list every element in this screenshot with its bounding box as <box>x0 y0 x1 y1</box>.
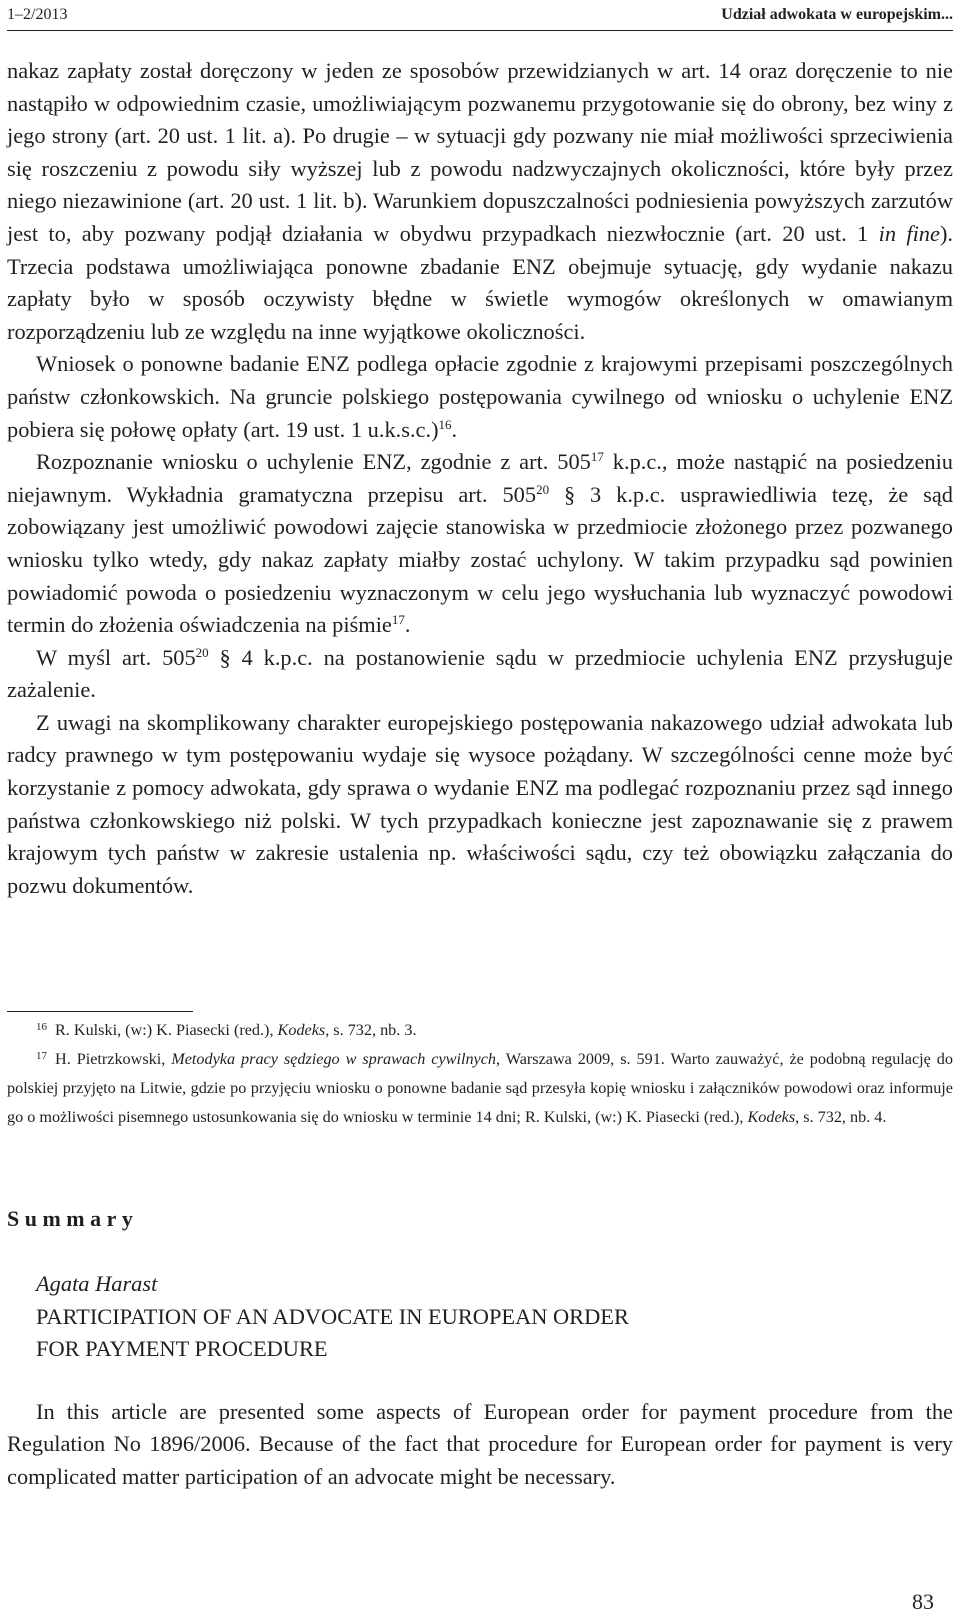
summary-section <box>7 1268 953 1494</box>
running-header <box>7 2 953 31</box>
paragraph-2 <box>7 348 953 446</box>
paragraph-4-text-a: W myśl art. 505 <box>36 644 196 670</box>
paragraph-5: Z uwagi na skomplikowany charakter europejskiego postępowania nakazowego udział adwokata lub radcy prawnego w tym postępowaniu wydaje się wysoce pożądany. W szczególności cenne może być korzystanie z pomocy adwokata, gdy sprawa o wydanie ENZ ma podlegać rozpoznaniu przez sąd innego państwa członkowskiego niż polski. W tych przypadkach konieczne jest zapoznawanie się z prawem krajowym tych państw w zakresie ustalenia np. właściwości sądu, czy też obowiązku załączania do pozwu dokumentów. <box>7 709 953 898</box>
paragraph-4-text-b: § 4 k.p.c. na postanowienie sądu w przedmiocie uchylenia ENZ przysługuje zażalenie. <box>7 644 953 703</box>
paragraph-2-text: Wniosek o ponowne badanie ENZ podlega opłacie zgodnie z krajowymi przepisami poszczególnych państw członkowskich. Na gruncie polskiego postępowania cywilnego od wniosku o uchylenie ENZ pobiera się połowę opłaty (art. 19 ust. 1 u.k.s.c.) <box>7 351 953 442</box>
paragraph-3 <box>7 446 953 642</box>
footnote-17-text-a: H. Pietrzkowski, <box>55 1050 172 1068</box>
paragraph-2-end: . <box>451 416 458 442</box>
paragraph-3-text-c: § 3 k.p.c. usprawiedliwia tezę, że sąd zobowiązany jest umożliwić powodowi zajęcie stanowiska w przedmiocie złożonego przez pozwanego wniosku tylko wtedy, gdy nakaz zapłaty miałby zostać uchylony. W takim przypadku sąd powinien powiadomić powoda o posiedzeniu wyznaczonym w celu jego wysłuchania lub wyznaczyć powodowi termin do złożenia oświadczenia na piśmie <box>7 481 953 638</box>
footnote-ref-17: 17 <box>391 612 405 628</box>
footnote-17-text-b: , Warszawa 2009, s. 591. Warto zauważyć, że podobną regulację do polskiej przyjęto na Litwie, gdzie po przyjęciu wniosku o ponowne badanie sąd przesyła kopię wniosku i załączników powodowi oraz informuje go o możliwości pisemnego ustosunkowania się do wniosku w terminie 14 dni; R. Kulski, (w:) K. Piasecki (red.), <box>7 1050 953 1126</box>
paragraph-3-end: . <box>404 612 411 638</box>
summary-title-line-2: FOR PAYMENT PROCEDURE <box>36 1336 328 1362</box>
footnote-16-number: 16 <box>36 1021 47 1033</box>
running-title: Udział adwokata w europejskim... <box>721 6 953 23</box>
footnote-16-text-b: , s. 732, nb. 3. <box>325 1021 417 1039</box>
footnotes <box>7 1016 953 1132</box>
footnote-ref-16: 16 <box>438 416 452 432</box>
paragraph-1-text-a: nakaz zapłaty został doręczony w jeden ze sposobów przewidzianych w art. 14 oraz doręczenie to nie nastąpiło w odpowiednim czasie, umożliwiającym pozwanemu przygotowanie się do obrony, bez winy z jego strony (art. 20 ust. 1 lit. a). Po drugie – w sytuacji gdy pozwany nie miał możliwości sprzeciwienia się roszczeniu z powodu siły wyższej lub z powodu nadzwyczajnych okoliczności, które były przez niego niezawinione (art. 20 ust. 1 lit. b). Warunkiem dopuszczalności podniesienia powyższych zarzutów jest to, aby pozwany podjął działania w obydwu przypadkach niezwłocznie (art. 20 ust. 1 <box>7 58 953 246</box>
footnote-separator <box>7 1011 193 1012</box>
article-superscript-17: 17 <box>590 449 604 465</box>
paragraph-3-text-b: k.p.c., może nastąpić na posiedzeniu niejawnym. Wykładnia gramatyczna przepisu art. 505 <box>7 449 953 507</box>
article-body <box>7 55 953 902</box>
paragraph-1-text-b: ). Trzecia podstawa umożliwiająca ponowne zbadanie ENZ obejmuje sytuację, gdy wydanie nakazu zapłaty było w sposób oczywisty błędne w świetle wymogów określonych w omawianym rozporządzeniu lub ze względu na inne wyjątkowe okoliczności. <box>7 220 953 344</box>
footnote-16-text-a: R. Kulski, (w:) K. Piasecki (red.), <box>55 1021 278 1039</box>
summary-author: Agata Harast <box>36 1271 158 1296</box>
paragraph-3-text-a: Rozpoznanie wniosku o uchylenie ENZ, zgodnie z art. 505 <box>36 449 591 475</box>
footnote-17 <box>7 1045 953 1132</box>
in-fine-italic: in fine <box>878 220 940 246</box>
footnote-17-number: 17 <box>36 1050 47 1062</box>
paragraph-4 <box>7 642 953 707</box>
footnote-17-text-c: , s. 732, nb. 4. <box>795 1108 887 1126</box>
article-superscript-20-b: 20 <box>195 644 209 660</box>
article-superscript-20: 20 <box>536 481 550 497</box>
summary-title-line-1: PARTICIPATION OF AN ADVOCATE IN EUROPEAN ORDER <box>36 1303 629 1329</box>
paragraph-1 <box>7 55 953 348</box>
issue-number: 1–2/2013 <box>7 6 68 23</box>
summary-heading: Summary <box>7 1206 139 1231</box>
footnote-16-italic: Kodeks <box>277 1021 326 1039</box>
summary-abstract: In this article are presented some aspects of European order for payment procedure from the Regulation No 1896/2006. Because of the fact that procedure for European order for payment is very complicated matter participation of an advocate might be necessary. <box>7 1398 953 1489</box>
footnote-16 <box>7 1016 953 1045</box>
footnote-17-italic-2: Kodeks <box>747 1108 796 1126</box>
page-number: 83 <box>912 1589 934 1614</box>
footnote-17-italic-1: Metodyka pracy sędziego w sprawach cywilnych <box>171 1050 497 1068</box>
